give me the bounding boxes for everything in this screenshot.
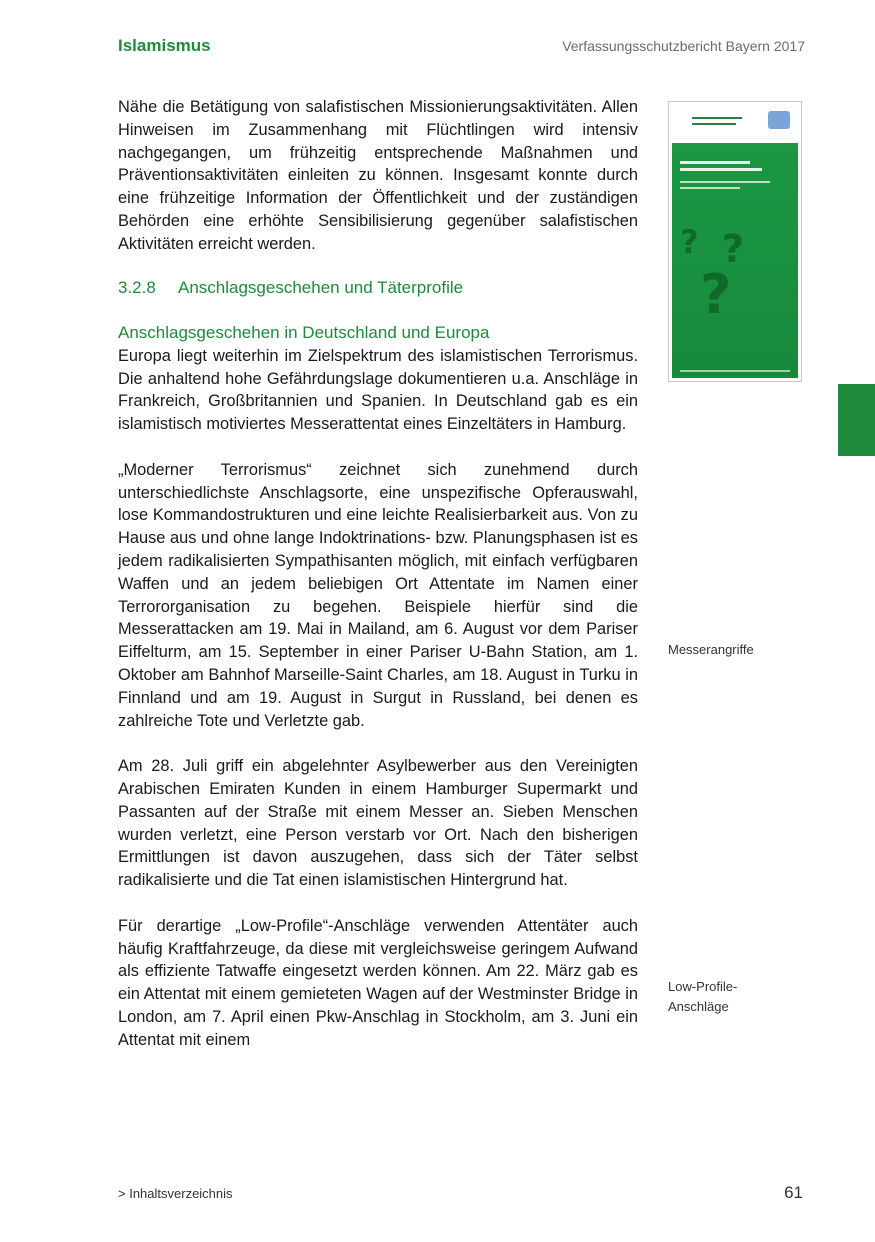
brochure-logo-text-line <box>692 117 742 119</box>
intro-paragraph: Nähe die Betätigung von salafistischen Missionierungsaktivitäten. Allen Hinweisen im Zusammenhang mit Flüchtlingen wird intensiv nachgegangen, um frühzeitig entsprechende Maßnahmen und Präventionsaktivitäten einleiten zu können. Insgesamt konnte durch eine frühzeitige Information der Öffentlichkeit und der zuständigen Behörden eine erhöhte Sensibilisierung gegenüber salafistischen Aktivitäten erreicht werden. <box>118 98 638 253</box>
section-number: 3.2.8 <box>118 278 156 297</box>
section-heading <box>118 278 463 298</box>
question-mark-icon: ? <box>680 223 699 261</box>
running-header-section: Islamismus <box>118 36 211 55</box>
bavarian-crest-icon <box>768 111 790 129</box>
margin-note-knife-attacks: Messerangriffe <box>668 642 754 657</box>
brochure-subtitle-line <box>680 181 770 183</box>
body-paragraph-2: „Moderner Terrorismus“ zeichnet sich zunehmend durch unterschiedlichste Anschlagsorte, eine unspezifische Opferauswahl, lose Kommandostrukturen und eine leichte Realisierbarkeit aus. Von zu Hause aus und ohne lange Indoktrinations- bzw. Planungsphasen ist es jedem radikalisierten Sympathisanten möglich, mit einfach verfügbaren Waffen und an jedem beliebigen Ort Attentate im Namen einer Terrororganisation zu begehen. Beispiele hierfür sind die Messerattacken am 19. Mai in Mailand, am 6. August vor dem Pariser Eiffelturm, am 15. September in einer Pariser U-Bahn Station, am 1. Oktober am Bahnhof Marseille-Saint Charles, am 18. August in Turku in Finnland und am 19. August in Surgut in Russland, bei denen es zahlreiche Tote und Verletzte gab. <box>118 460 638 730</box>
brochure-cover-artwork <box>672 105 798 378</box>
margin-note-low-profile-line-1: Low-Profile- <box>668 979 738 994</box>
body-paragraph-1: Europa liegt weiterhin im Zielspektrum des islamistischen Terrorismus. Die anhaltend hohe Gefährdungslage dokumentieren u.a. Anschläge in Frankreich, Großbritannien und Spanien. In Deutschland gab es ein islamistisch motiviertes Messerattentat eines Einzeltäters in Hamburg. <box>118 346 638 434</box>
brochure-cover-image <box>668 101 802 382</box>
brochure-subtitle-line <box>680 187 740 189</box>
table-of-contents-link[interactable]: > Inhaltsverzeichnis <box>118 1186 233 1201</box>
running-header-publication: Verfassungsschutzbericht Bayern 2017 <box>562 38 805 54</box>
brochure-footer-line <box>680 370 790 372</box>
margin-note-low-profile <box>668 977 737 1017</box>
intro-paragraph-block <box>118 96 638 256</box>
question-mark-icon: ? <box>700 263 732 326</box>
section-title: Anschlagsgeschehen und Täterprofile <box>178 278 464 297</box>
page-number: 61 <box>784 1183 803 1202</box>
body-paragraph-3: Am 28. Juli griff ein abgelehnter Asylbewerber aus den Vereinigten Arabischen Emiraten Kunden in einem Hamburger Supermarkt und Passanten auf der Straße mit einem Messer an. Sieben Menschen wurden verletzt, eine Person verstarb vor Ort. Nach den bisherigen Ermittlungen ist davon auszugehen, dass sich der Täter selbst radikalisierte und die Tat einen islamistischen Hintergrund hat. <box>118 757 638 890</box>
body-paragraph-4: Für derartige „Low-Profile“-Anschläge verwenden Attentäter auch häufig Kraftfahrzeuge, da diese mit vergleichsweise geringem Aufwand als effiziente Tatwaffe eingesetzt werden können. Am 22. März gab es ein Attentat mit einem gemieteten Wagen auf der Westminster Bridge in London, am 7. April einen Pkw-Anschlag in Stockholm, am 3. Juni ein Attentat mit einem <box>118 916 638 1049</box>
subsection <box>118 322 638 1052</box>
question-mark-icon: ? <box>722 227 745 271</box>
brochure-title-line <box>680 161 750 164</box>
brochure-header-band <box>672 105 798 143</box>
brochure-logo-text-line <box>692 123 736 125</box>
chapter-tab-marker <box>838 384 875 456</box>
subsection-title: Anschlagsgeschehen in Deutschland und Europa <box>118 323 490 342</box>
brochure-title-line <box>680 168 762 171</box>
margin-note-low-profile-line-2: Anschläge <box>668 999 729 1014</box>
